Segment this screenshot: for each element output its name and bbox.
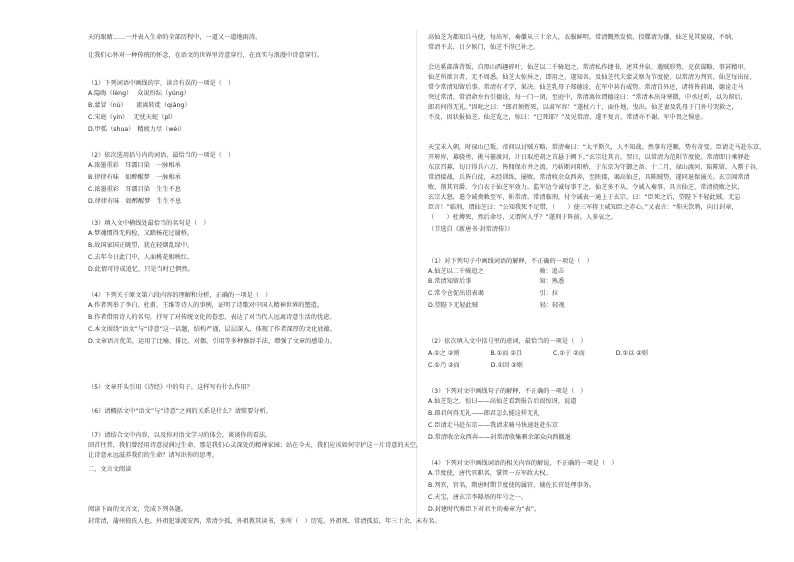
text-line: 会达奚部落背叛，自黑山西趣碎叶，仙芝以二千骑追之，常清私作捷书，述其井泉、遇贼形势、克获谋略，事甚精审。 bbox=[428, 64, 750, 71]
text-line: （7）请结合文中内容，以及你对语文学习的体会，谈谈你的看法。 bbox=[88, 432, 272, 439]
text-line: C.天宝，唐玄宗李隆基的年号之一。 bbox=[428, 494, 528, 501]
text-line: B.常清知留后事 知：熟悉 bbox=[428, 278, 565, 285]
text-line: 高仙芝为都知兵马使，每出军，奏傔从三十余人，衣服鲜明。常清慨然发愤，投牒请为傔，仙芝见其貌寝，不纳。 bbox=[428, 34, 738, 41]
text-line: A.仙芝览之，惊曰——高仙芝看到报告后很惊讶，说道 bbox=[428, 398, 577, 405]
text-line: 开府库，募骁勇，挑马箠渡河，计日取逆胡之首悬于阙下。”玄宗壮其言。翌日，以常清为范阳节度使。常清即日乘驿赴 bbox=[428, 154, 750, 161]
text-line: C.①乃 ②而 D.①因 ②则 bbox=[428, 362, 523, 369]
text-line: 天的眼睛……一并表入生命的全部历程中，一道又一道地雨涛。 bbox=[88, 34, 262, 41]
text-line: B.蒙冒（nù） 流离转徙（qiáng） bbox=[88, 102, 191, 109]
text-line: 让诗意永远滋养我们的生命？请写出你的思考。 bbox=[88, 452, 218, 459]
text-line: B.判官，官名，隋唐时期节度使的属官，辅佐长官处理事务。 bbox=[428, 482, 596, 489]
text-line: 败，削其官爵，令白衣于仙芝军效力。监军边令诚每事干之，仙芝多不从，令诚入奏事，具言仙芝、常清挠败之状， bbox=[428, 184, 744, 191]
text-line: （节选自《新唐书·封常清传》） bbox=[428, 226, 514, 233]
text-line: D.望陛下无轻此贼 轻：轻视 bbox=[428, 302, 565, 309]
text-line: （4）下列关于原文第六段内容的理解和分析，正确的一项是（ ） bbox=[88, 292, 272, 299]
text-line: C.宋庭（yín） 无忧天蛇（pǐ） bbox=[88, 114, 177, 121]
text-line: D.封建时代称臣下对君主的奏章为“表”。 bbox=[428, 506, 541, 513]
text-line: D.文章语言优美，运用了比喻、排比、对偶、引用等多种修辞手法，增强了文章的感染力。 bbox=[88, 338, 337, 345]
text-line: D.律律有味 如醉醒梦 生生不息 bbox=[88, 198, 182, 205]
text-line: （3）下列对文中画线句子的解释，不正确的一项是（ ） bbox=[428, 388, 587, 395]
text-line: 常清接战，兵皆白徒，未经训练，屡败。常清收余众西奔，至陕郡，谒高仙芝，具陈贼势，遂同退保潼关。玄宗闻常清 bbox=[428, 174, 750, 181]
text-line: C.浓墨重彩 耳濡目染 生生不息 bbox=[88, 186, 181, 193]
text-line: 让我们心怀对一种传统的怀念，在语文的世界里诗意穿行，在真实与浪漫中诗意穿行。 bbox=[88, 52, 324, 59]
text-line: D.甲弧（shua） 精疲力尽（wèi） bbox=[88, 126, 186, 133]
text-line: （ ）杜傅死，然后命尽，又谓何人乎？”遂刑于阵前。人多哀之。 bbox=[428, 214, 617, 221]
text-line: 回首往昔，我们曾经用诗意浸润过生命，那是我们心灵深处的精神家园；站在今天，我们应该如何守护这一片诗意的天空， bbox=[88, 442, 423, 449]
text-line: （6）请概括文中“语文”与“诗意”之间的关系是什么？请简要分析。 bbox=[88, 408, 272, 415]
text-line: 封常清，蒲州猗氏人也。外祖犯罪流安西，常清少孤，外祖教其读书，多所（ ）历览。外祖死，常清孤贫，年三十余，未有名。 bbox=[88, 518, 441, 525]
column-divider bbox=[416, 30, 417, 530]
text-line: 郎君何得无礼。”因叱之曰：“郎君须暂死，以肃军容！”遂杖六十，面仆地，曳出。仙芝妻及乳母于门外号哭救之， bbox=[428, 104, 738, 111]
text-line: （5）文章开头引用《诗经》中的句子，这样写有什么作用？ bbox=[88, 384, 253, 391]
text-line: A.浓墨重彩 耳濡目染 一脉相承 bbox=[88, 162, 181, 169]
text-line: 仙芝所欲言者，无不周悉。仙芝大惊异之，即用之，遂知名。及仙芝代夫蒙灵察为节度使，以常清为判官。仙芝每出征， bbox=[428, 74, 756, 81]
text-line: A.①之 ②则 B.①而 ②且 C.①于 ②而 D.①以 ②则 bbox=[428, 350, 648, 357]
text-line: C.本文围绕“语文”与“诗意”这一话题，结构严谨，层层深入，体现了作者深厚的文化底蕴。 bbox=[88, 326, 337, 333]
text-line: B.郎君何得无礼——郎君怎么能这样无礼 bbox=[428, 410, 540, 417]
text-line: （3）填入文中横线处最恰当的名句是（ ） bbox=[88, 220, 210, 227]
text-line: 突过常清，常清命左右引德诠，每一门一闭，至庭中，常清离位谓德诠曰：“常清本出身寒微，中丞过听，以为留后， bbox=[428, 94, 747, 101]
text-line: C.臣请走马赴东京——我请求骑马快速赶赴东京 bbox=[428, 422, 559, 429]
text-line: B.故国家国正眺望，犹在轻烟乱绿中。 bbox=[88, 242, 194, 249]
text-line: B.律律有味 如醉醒梦 一脉相承 bbox=[88, 174, 181, 181]
text-line: A.梦魂惯得无拘检，又踏杨花过谢桥。 bbox=[88, 230, 194, 237]
text-line: （4）下列对文中画线词语的相关内容的解说，不正确的一项是（ ） bbox=[428, 460, 618, 467]
text-line: A.仙芝以二千骑追之 骑：追击 bbox=[428, 268, 565, 275]
text-line: 常令常清知留后事。常清有才学，果决。仙芝乳母子郑德诠，在军中甚有威势。常清自外还，诸将皆前谒，德诠走马 bbox=[428, 84, 744, 91]
text-line: 常清不去，日夕候门，仙芝不得已补之。 bbox=[428, 44, 540, 51]
text-line: 天宝末入朝，时禄山已叛，帝问以讨贼方略，常清奏曰：“太平斯久，人不知战。然事有逆顺，势有奇变。臣请走马赴东京， bbox=[428, 144, 766, 151]
text-line: （1）下列词语中画线的字，读音有误的一项是（ ） bbox=[88, 80, 235, 87]
text-line: C.去年今日此门中，人面桃花相映红。 bbox=[88, 254, 194, 261]
text-line: D.此情可待成追忆，只是当时已惘然。 bbox=[88, 266, 194, 273]
text-line: 阅读下面的文言文，完成下列各题。 bbox=[88, 506, 187, 513]
text-line: A.节度使，唐代官职名，掌管一方军政大权。 bbox=[428, 470, 552, 477]
text-line: 东京召募，旬日得兵六万，皆佣保市井之流。乃斩断河阳桥，于东京为守御之备。十二月，禄山渡河，陷陈留，入罂子谷， bbox=[428, 164, 763, 171]
text-line: 不及，因状报仙芝。仙芝览之，惊曰：“已死耶？”及见常清，遂不复言，常清亦不谢。军中畏之惕息。 bbox=[428, 114, 707, 121]
text-line: （1）对下列句子中画线词语的解释，不正确的一项是（ ） bbox=[428, 258, 593, 265]
text-line: A.作者列举了李白、杜甫、王维等诗人的事例，证明了诗歌对中国人精神世界的塑造。 bbox=[88, 302, 324, 309]
text-line: 臣言！”临刑，谓仙芝曰：“公知我死不足惜，（ ）使三军将士咸知臣之赤心。”又表言：“仰天饮鸩，向日封章， bbox=[428, 204, 738, 211]
text-line: 二、文言文阅读 bbox=[88, 466, 132, 473]
text-line: 玄宗大怒，遣令诚赍敕至军，斩常清。常清临刑，付令诚表一通上于玄宗，曰：“臣死之后，望陛下不轻此贼，无忘 bbox=[428, 194, 741, 201]
text-line: （2）依次选用括号内的词语，最恰当的一项是（ ） bbox=[88, 152, 235, 159]
text-line: （2）依次填入文中括号里的虚词，最恰当的一项是（ ） bbox=[428, 338, 587, 345]
text-line: D.常清收余众西奔——封常清收集剩余部众向西撤退 bbox=[428, 434, 571, 441]
text-line: B.作者借用诗人的名句，抒写了对传统文化的眷恋，表达了对当代人远离诗意生活的忧虑。 bbox=[88, 314, 336, 321]
text-line: A.隐晦（lèng） 众说纷纭（yúng） bbox=[88, 90, 190, 97]
text-line: C.常令仓促出诏表谒 引：拉 bbox=[428, 290, 559, 297]
